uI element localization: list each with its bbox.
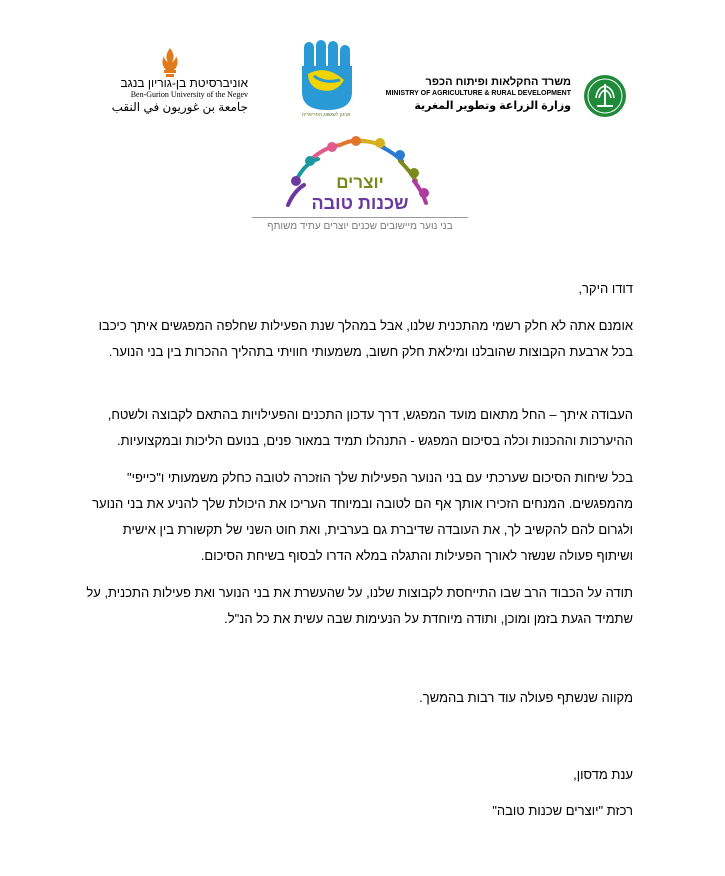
ministry-logo bbox=[357, 70, 627, 124]
letter-role: רכזת "יוצרים שכנות טובה" bbox=[492, 803, 633, 818]
letter-body bbox=[83, 276, 633, 302]
letter-paragraph-3: בכל שיחות הסיכום שערכתי עם בני הנוער הפעילות שלך הוזכרה לטובה כחלק משמעותי ו"כייפי" מהמפגשים. המנחים הזכירו אותך אף הם לטובה ובמיוחד העריכו את היכולת שלך להניע את בני הנוער ולגרום להם להקשיב לך, את העובדה שדיברת גם בערבית, ואת חוט השני של תקשורת בין אישית ושיתוף פעולה שנשזר לאורך הפעילות והתגלה במלא הדרו לבסוף בשיחת הסיכום. bbox=[92, 470, 633, 563]
letter-closing-container bbox=[83, 685, 633, 711]
bgu-name-en: Ben-Gurion University of the Negev bbox=[130, 90, 248, 99]
letter-paragraph-1-container bbox=[83, 313, 633, 365]
program-divider bbox=[252, 217, 468, 218]
bgu-name-he: אוניברסיטת בן-גוריון בנגב bbox=[120, 76, 248, 90]
program-tagline: בני נוער מיישובים שכנים יוצרים עתיד משותף bbox=[267, 221, 453, 232]
letter-closing: מקווה שנשתף פעולה עוד רבות בהמשך. bbox=[419, 690, 633, 705]
hand-icon bbox=[298, 40, 354, 112]
bgu-logo bbox=[88, 46, 258, 126]
letter-role-container bbox=[83, 798, 633, 824]
bgu-name-ar: جامعة بن غوريون في النقب bbox=[111, 100, 248, 114]
ministry-name-en: MINISTRY OF AGRICULTURE & RURAL DEVELOPMENT bbox=[385, 90, 571, 97]
ministry-emblem-icon bbox=[583, 74, 627, 118]
letter-signer-container bbox=[83, 762, 633, 788]
program-logo bbox=[248, 135, 472, 233]
letter-greeting: דודו היקר, bbox=[578, 281, 633, 296]
eretz-ir-subtitle: ארגון לשגשוג הפריפריה bbox=[301, 112, 351, 118]
letter-paragraph-1: אומנם אתה לא חלק רשמי מהתכנית שלנו, אבל במהלך שנת הפעילות שחלפה המפגשים איתך כיכבו בכל ארבעת הקבוצות שהובלנו ומילאת חלק חשוב, משמעותי חוויתי בתהליך ההכרות בין בני הנוער. bbox=[98, 318, 633, 359]
ministry-name-he: משרד החקלאות ופיתוח הכפר bbox=[425, 76, 571, 88]
letter-paragraph-4: תודה על הכבוד הרב שבו התייחסת לקבוצות שלנו, על שהעשרת את בני הנוער ואת פעילות התכנית, על שתמיד הגעת בזמן ומוכן, ותודה מיוחדת על הנעימות שבה עשית את כל הנ"ל. bbox=[86, 585, 633, 626]
bgu-flame-icon bbox=[158, 46, 182, 78]
eretz-ir-logo bbox=[298, 40, 354, 120]
letter-paragraph-2: העבודה איתך – החל מתאום מועד המפגש, דרך עדכון התכנים והפעילויות בהתאם לקבוצה ולשטח, ההיערכות וההכנות וכלה בסיכום המפגש - התנהלו תמיד במאור פנים, בנועם הליכות ובמקצועיות. bbox=[107, 407, 633, 448]
letter-signer: ענת מדסון, bbox=[573, 767, 633, 782]
letter-paragraph-3-container bbox=[83, 465, 633, 569]
ministry-name-ar: وزارة الزراعة وتطوير المغرية bbox=[414, 100, 571, 112]
program-title-2: שכנות טובה bbox=[311, 193, 409, 213]
program-title-1: יוצרים bbox=[336, 173, 384, 192]
letter-paragraph-4-container bbox=[83, 580, 633, 632]
letter-paragraph-2-container bbox=[83, 402, 633, 454]
